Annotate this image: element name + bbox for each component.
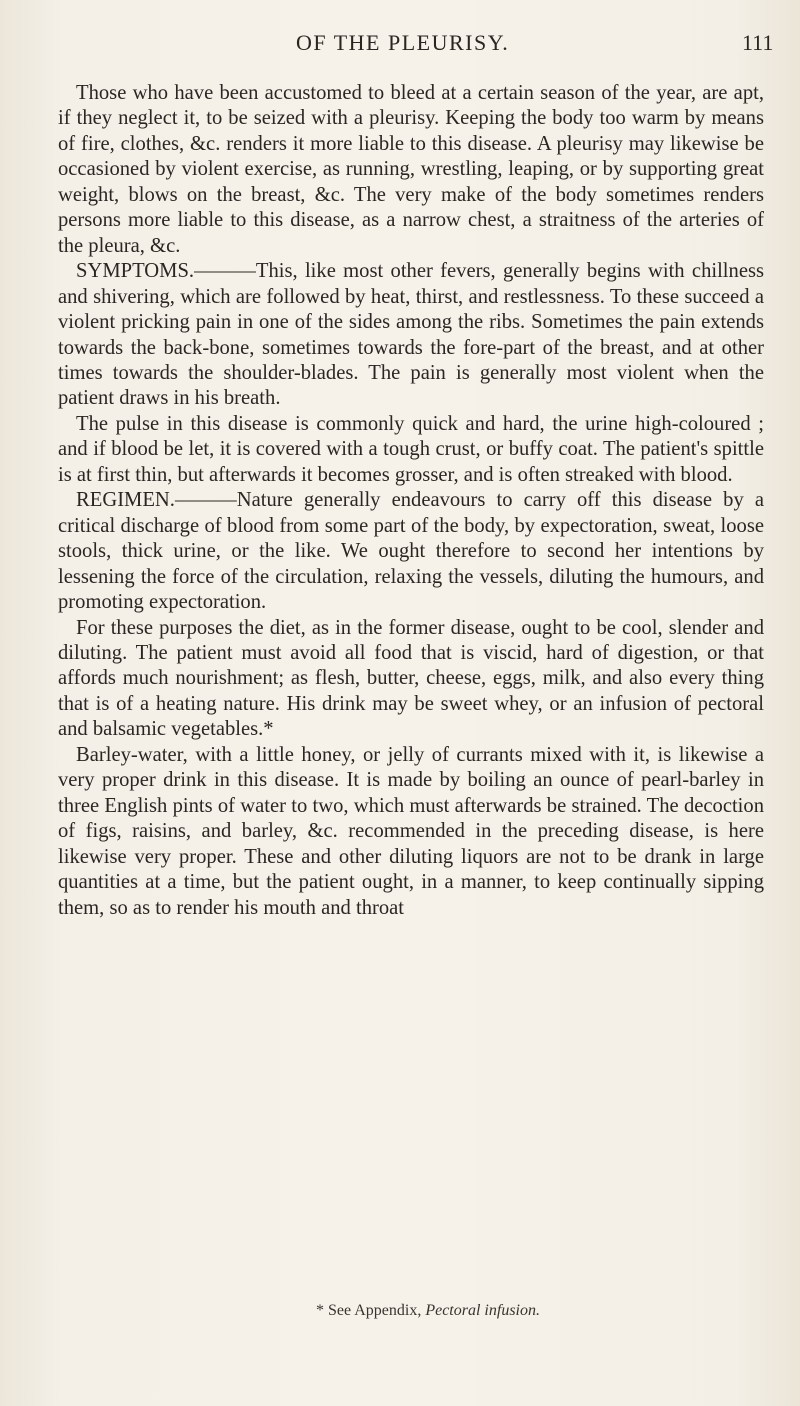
- paragraph-causes: Those who have been accustomed to bleed at a certain season of the year, are apt, if they neglect it, to be seized with a pleurisy. Keeping the body too warm by means of fire, clothes, &c. renders it more liable to this disease. A pleurisy may likewise be occasioned by violent exercise, as running, wrestling, leaping, or by supporting great weight, blows on the breast, &c. The very make of the body sometimes renders persons more liable to this disease, as a narrow chest, a straitness of the arteries of the pleura, &c.: [58, 82, 764, 257]
- paragraph-regimen: REGIMEN.———Nature generally endeavours to carry off this disease by a critical discharge of blood from some part of the body, by expectoration, sweat, loose stools, thick urine, or the like. We ought therefore to second her intentions by lessening the force of the circulation, relaxing the vessels, diluting the humours, and promoting expectoration.: [58, 489, 764, 614]
- paragraph-barley-water: Barley-water, with a little honey, or jelly of currants mixed with it, is likewise a very proper drink in this disease. It is made by boiling an ounce of pearl-barley in three English pints of water to two, which must afterwards be strained. The decoction of figs, raisins, and barley, &c. recommended in the preceding disease, is here likewise very proper. These and other diluting liquors are not to be drank in large quantities at a time, but the patient ought, in a manner, to keep continually sipping them, so as to render his mouth and throat: [58, 743, 764, 919]
- paragraph-diet: For these purposes the diet, as in the former disease, ought to be cool, slender and diluting. The patient must avoid all food that is viscid, hard of digestion, or that affords much nourishment; as flesh, butter, cheese, eggs, milk, and also every thing that is of a heating nature. His drink may be sweet whey, or an infusion of pectoral and balsamic vegetables.*: [58, 616, 764, 741]
- paragraph-symptoms: SYMPTOMS.———This, like most other fevers, generally begins with chillness and shivering, which are followed by heat, thirst, and restlessness. To these succeed a violent pricking pain in one of the sides among the ribs. Sometimes the pain extends towards the back-bone, sometimes towards the fore-part of the breast, and at other times towards the shoulder-blades. The pain is generally most violent when the patient draws in his breath.: [58, 260, 764, 410]
- footnote-italic: Pectoral infusion.: [425, 1302, 540, 1319]
- body-text: [58, 81, 764, 921]
- page-header: [0, 18, 800, 58]
- footnote-prefix: * See Appendix,: [316, 1302, 426, 1319]
- paragraph-pulse: The pulse in this disease is commonly quick and hard, the urine high-coloured ; and if blood be let, it is covered with a tough crust, or buffy coat. The patient's spittle is at first thin, but afterwards it becomes grosser, and is often streaked with blood.: [58, 412, 764, 486]
- running-title: OF THE PLEURISY.: [296, 30, 510, 55]
- page-number: 111: [742, 30, 774, 55]
- footnote: [316, 1302, 540, 1320]
